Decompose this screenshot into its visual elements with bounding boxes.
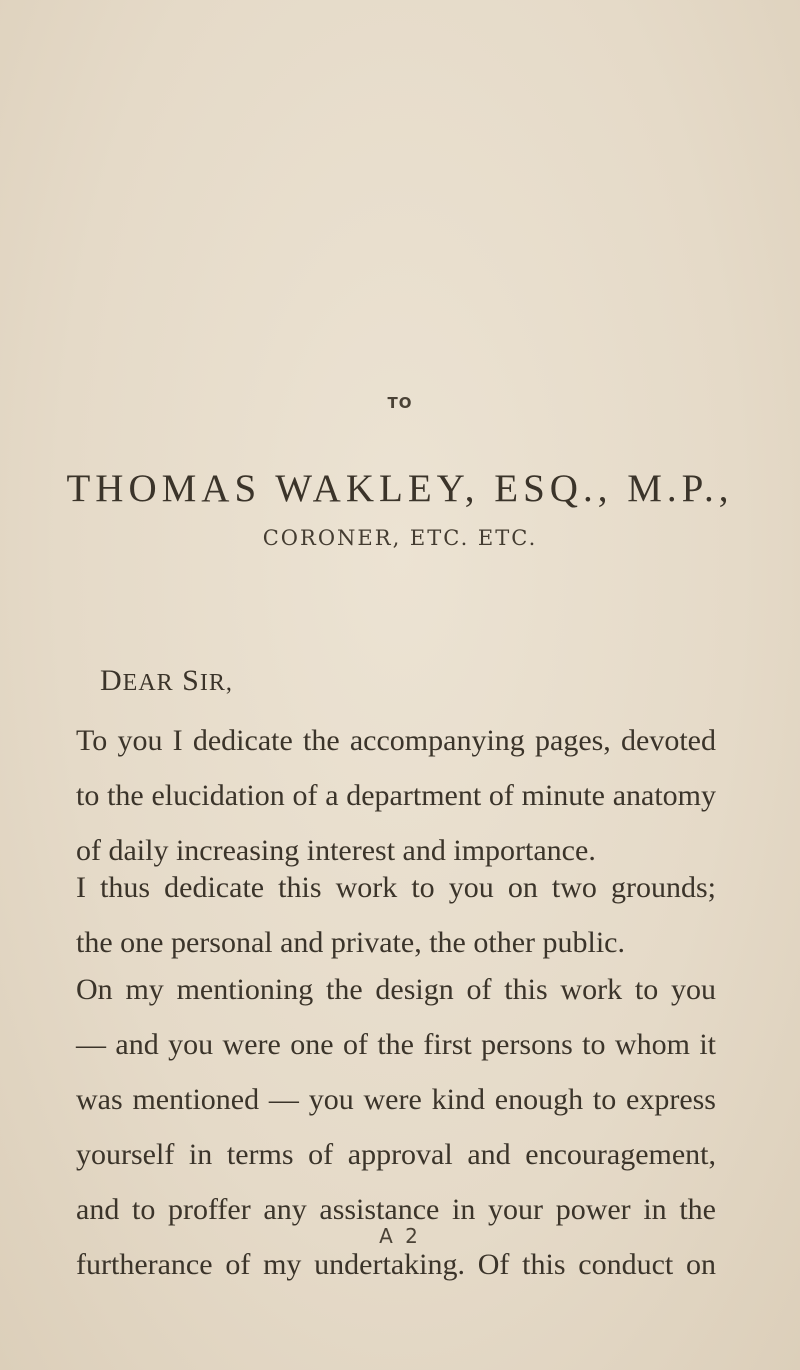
salutation-initial-1: D [100,664,123,697]
paragraph-line: On my mentioning the design of this work to you [76,973,716,1006]
paragraph-line: of daily increasing interest and importance. [76,834,596,867]
salutation-rest-1: EAR [122,670,174,696]
dedication-to: TO [387,394,413,412]
paragraph-line: the one personal and private, the other public. [76,926,625,959]
paragraph-1 [76,713,716,878]
paragraph-line: was mentioned — you were kind enough to express [76,1083,716,1116]
paragraph-line: and to proffer any assistance in your power in the [76,1193,716,1226]
paragraph-line: — and you were one of the first persons to whom it [76,1028,716,1061]
printer-signature-mark: A 2 [379,1224,421,1248]
salutation-initial-2: S [182,664,200,697]
paragraph-line: yourself in terms of approval and encouragement, [76,1138,716,1171]
dedicatee-title: CORONER, ETC. ETC. [262,526,538,550]
paragraph-line: furtherance of my undertaking. Of this conduct on [76,1248,716,1281]
paragraph-line: I thus dedicate this work to you on two grounds; [76,871,716,904]
salutation [100,664,233,698]
dedicatee-name: THOMAS WAKLEY, ESQ., M.P., [66,467,734,510]
paragraph-line: to the elucidation of a department of minute anatomy [76,779,716,812]
salutation-rest-2: IR, [199,670,233,696]
paragraph-line: To you I dedicate the accompanying pages, devoted [76,724,716,757]
paragraph-2 [76,860,716,970]
